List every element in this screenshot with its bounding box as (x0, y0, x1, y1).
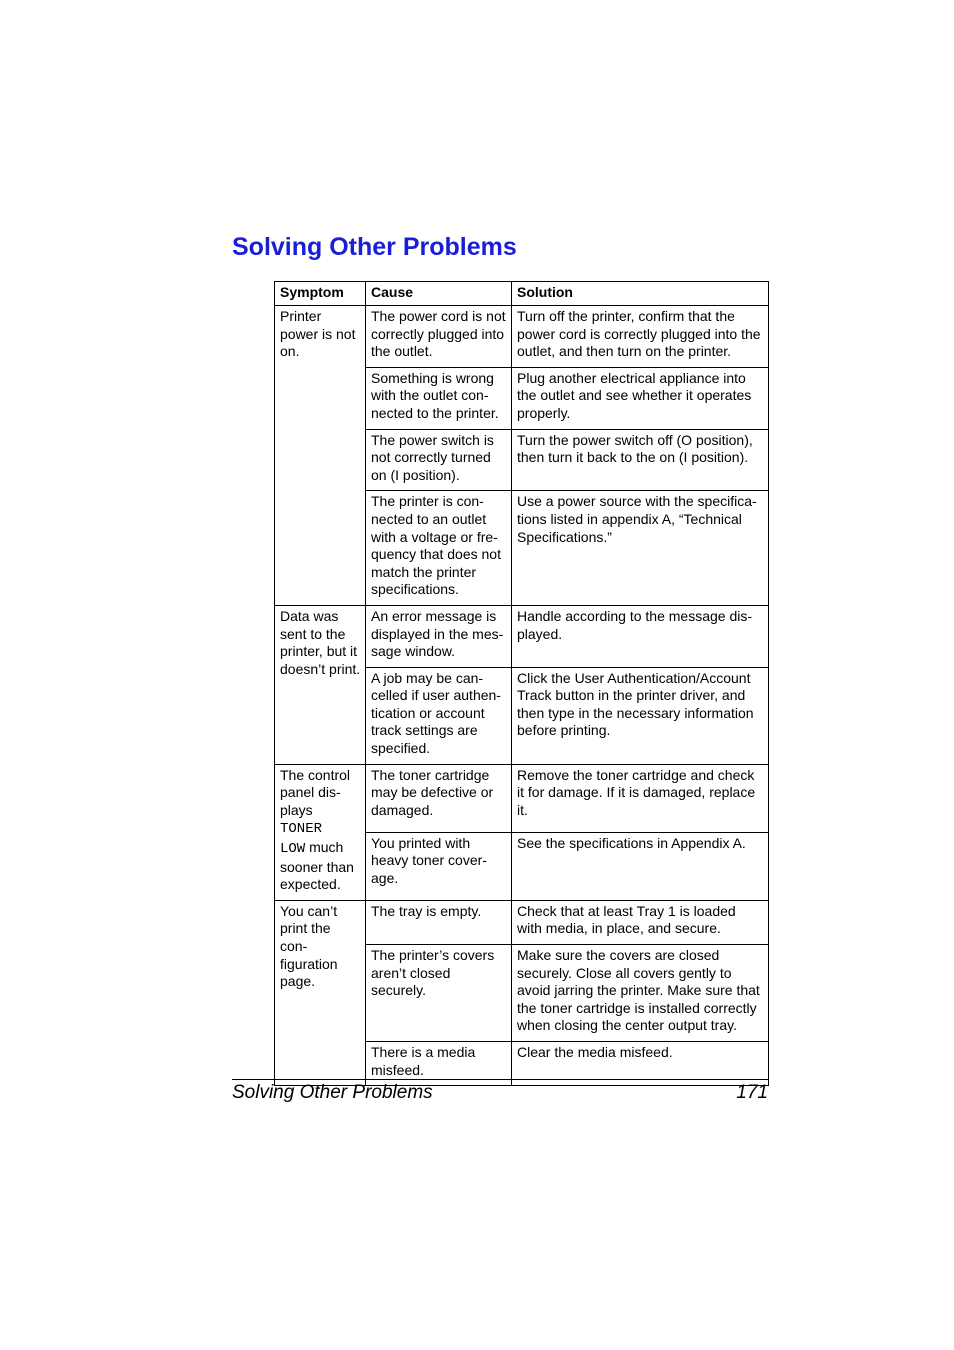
cause-cell: The printer’s covers aren’t closed securely. (366, 945, 512, 1042)
page-number: 171 (736, 1082, 768, 1103)
table-row (275, 605, 769, 667)
symptom-cell (275, 764, 366, 900)
solution-cell: Handle according to the message dis-played. (512, 605, 769, 667)
cause-cell: The tray is empty. (366, 900, 512, 944)
cause-cell: The printer is con-nected to an outlet with a voltage or fre-quency that does not match the printer specifications. (366, 491, 512, 606)
table-header-row (275, 282, 769, 306)
solution-cell: Clear the media misfeed. (512, 1041, 769, 1085)
troubleshooting-table (274, 281, 769, 1086)
footer-divider (232, 1079, 768, 1080)
page-title: Solving Other Problems (232, 233, 517, 261)
table-row (275, 764, 769, 832)
solution-cell: See the specifications in Appendix A. (512, 832, 769, 900)
solution-cell: Remove the toner cartridge and check it for damage. If it is damaged, replace it. (512, 764, 769, 832)
symptom-text: The control panel dis-plays (280, 766, 351, 818)
cause-cell: The power cord is not correctly plugged into the outlet. (366, 306, 512, 368)
header-symptom: Symptom (275, 282, 366, 306)
cause-cell: Something is wrong with the outlet con-nected to the printer. (366, 367, 512, 429)
symptom-text: much sooner than expected. (280, 839, 354, 893)
cause-cell: You printed with heavy toner cover-age. (366, 832, 512, 900)
symptom-cell: Printer power is not on. (275, 306, 366, 606)
header-cause: Cause (366, 282, 512, 306)
cause-cell: The toner cartridge may be defective or damaged. (366, 764, 512, 832)
solution-cell: Check that at least Tray 1 is loaded with media, in place, and secure. (512, 900, 769, 944)
solution-cell: Turn the power switch off (O position), then turn it back to the on (I position). (512, 429, 769, 491)
toner-code: TONER (280, 821, 323, 838)
solution-cell: Plug another electrical appliance into the outlet and see whether it operates properly. (512, 367, 769, 429)
cause-cell: An error message is displayed in the mes-sage window. (366, 605, 512, 667)
table-row (275, 306, 769, 368)
symptom-cell: Data was sent to the printer, but it doesn’t print. (275, 605, 366, 764)
solution-cell: Make sure the covers are closed securely. Close all covers gently to avoid jarring the printer. Make sure that the toner cartridge is installed correctly when closing the center output tray. (512, 945, 769, 1042)
cause-cell: There is a media misfeed. (366, 1041, 512, 1085)
table-row (275, 900, 769, 944)
solution-cell: Use a power source with the specifica-tions listed in appendix A, “Technical Specifications.” (512, 491, 769, 606)
solution-cell: Click the User Authentication/Account Track button in the printer driver, and then type in the necessary information before printing. (512, 667, 769, 764)
cause-cell: The power switch is not correctly turned on (I position). (366, 429, 512, 491)
footer-title: Solving Other Problems (232, 1082, 433, 1103)
symptom-cell: You can’t print the con-figuration page. (275, 900, 366, 1085)
low-code: LOW (280, 841, 306, 858)
header-solution: Solution (512, 282, 769, 306)
solution-cell: Turn off the printer, confirm that the power cord is correctly plugged into the outlet, and then turn on the printer. (512, 306, 769, 368)
cause-cell: A job may be can-celled if user authen-tication or account track settings are specified. (366, 667, 512, 764)
